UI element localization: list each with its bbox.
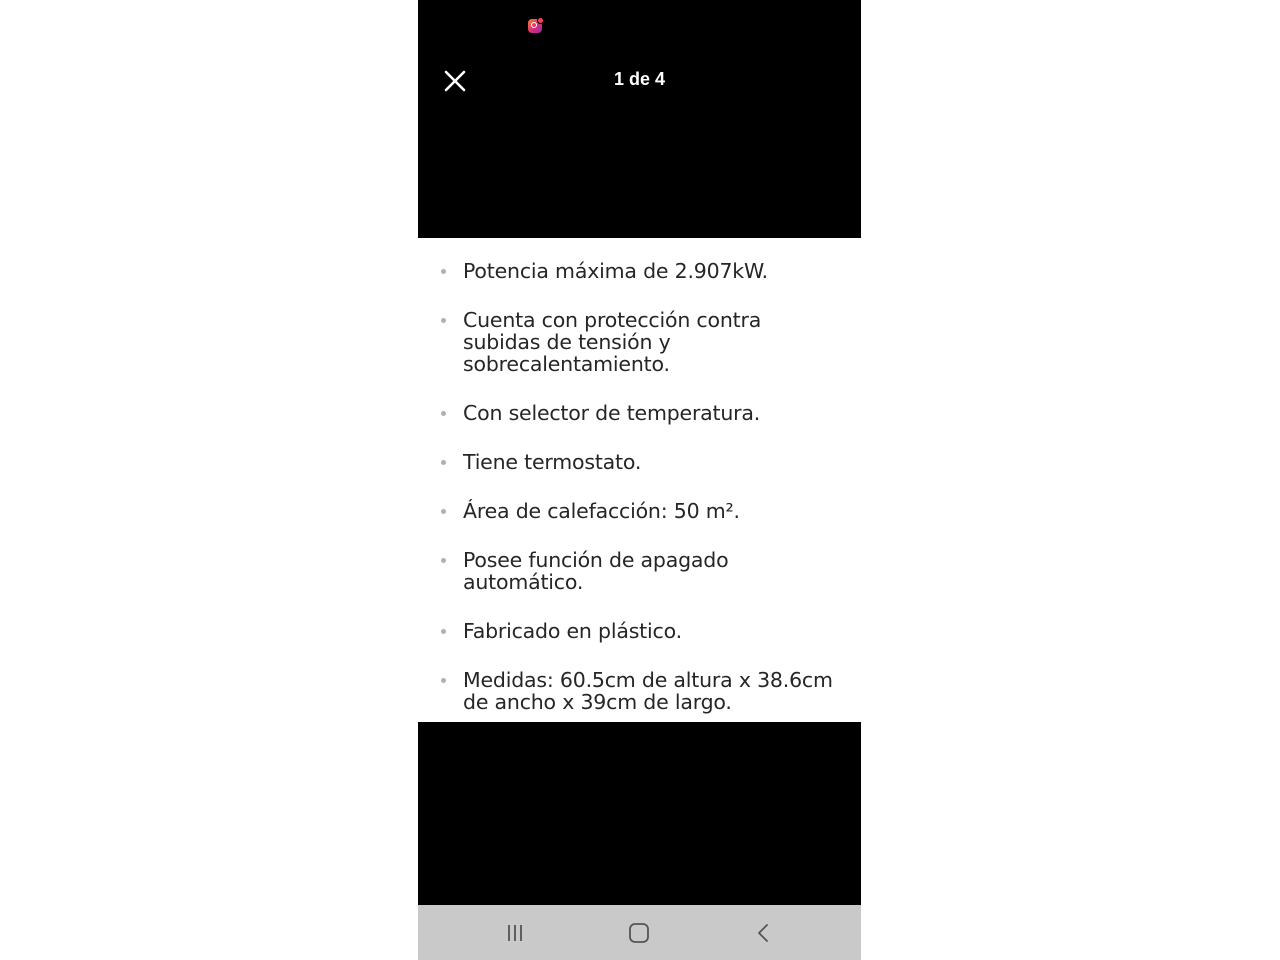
- home-button[interactable]: [624, 920, 654, 946]
- list-item: [418, 260, 861, 282]
- list-item: [418, 620, 861, 642]
- recents-icon: [500, 920, 530, 946]
- home-icon: [624, 920, 654, 946]
- spec-text: Área de calefacción: 50 m².: [463, 499, 740, 523]
- list-item: [418, 549, 861, 593]
- list-item: [418, 500, 861, 522]
- bullet-icon: [441, 629, 446, 634]
- system-nav-bar: [418, 905, 861, 960]
- recents-button[interactable]: [500, 920, 530, 946]
- bullet-icon: [441, 318, 446, 323]
- instagram-icon: [528, 19, 542, 33]
- spec-text: Posee función de apagado automático.: [463, 548, 729, 594]
- spec-text: Fabricado en plástico.: [463, 619, 682, 643]
- bullet-icon: [441, 460, 446, 465]
- spec-text: Tiene termostato.: [463, 450, 642, 474]
- list-item: [418, 669, 861, 713]
- list-item: [418, 309, 861, 375]
- spec-text: Medidas: 60.5cm de altura x 38.6cm de ancho x 39cm de largo.: [463, 668, 833, 714]
- list-item: [418, 451, 861, 473]
- spec-text: Con selector de temperatura.: [463, 401, 761, 425]
- phone-screen: [418, 0, 861, 960]
- bullet-icon: [441, 678, 446, 683]
- viewer-top-bar: [418, 52, 861, 110]
- image-counter: 1 de 4: [613, 69, 666, 89]
- back-icon: [748, 920, 778, 946]
- status-bar: [418, 0, 861, 52]
- list-item: [418, 402, 861, 424]
- bullet-icon: [441, 269, 446, 274]
- bullet-icon: [441, 509, 446, 514]
- product-image[interactable]: [418, 238, 861, 722]
- bullet-icon: [441, 411, 446, 416]
- back-button[interactable]: [748, 920, 778, 946]
- spec-text: Potencia máxima de 2.907kW.: [463, 259, 769, 283]
- spec-text: Cuenta con protección contra subidas de tensión y sobrecalentamiento.: [463, 308, 762, 376]
- bullet-icon: [441, 558, 446, 563]
- spec-list: [418, 260, 861, 740]
